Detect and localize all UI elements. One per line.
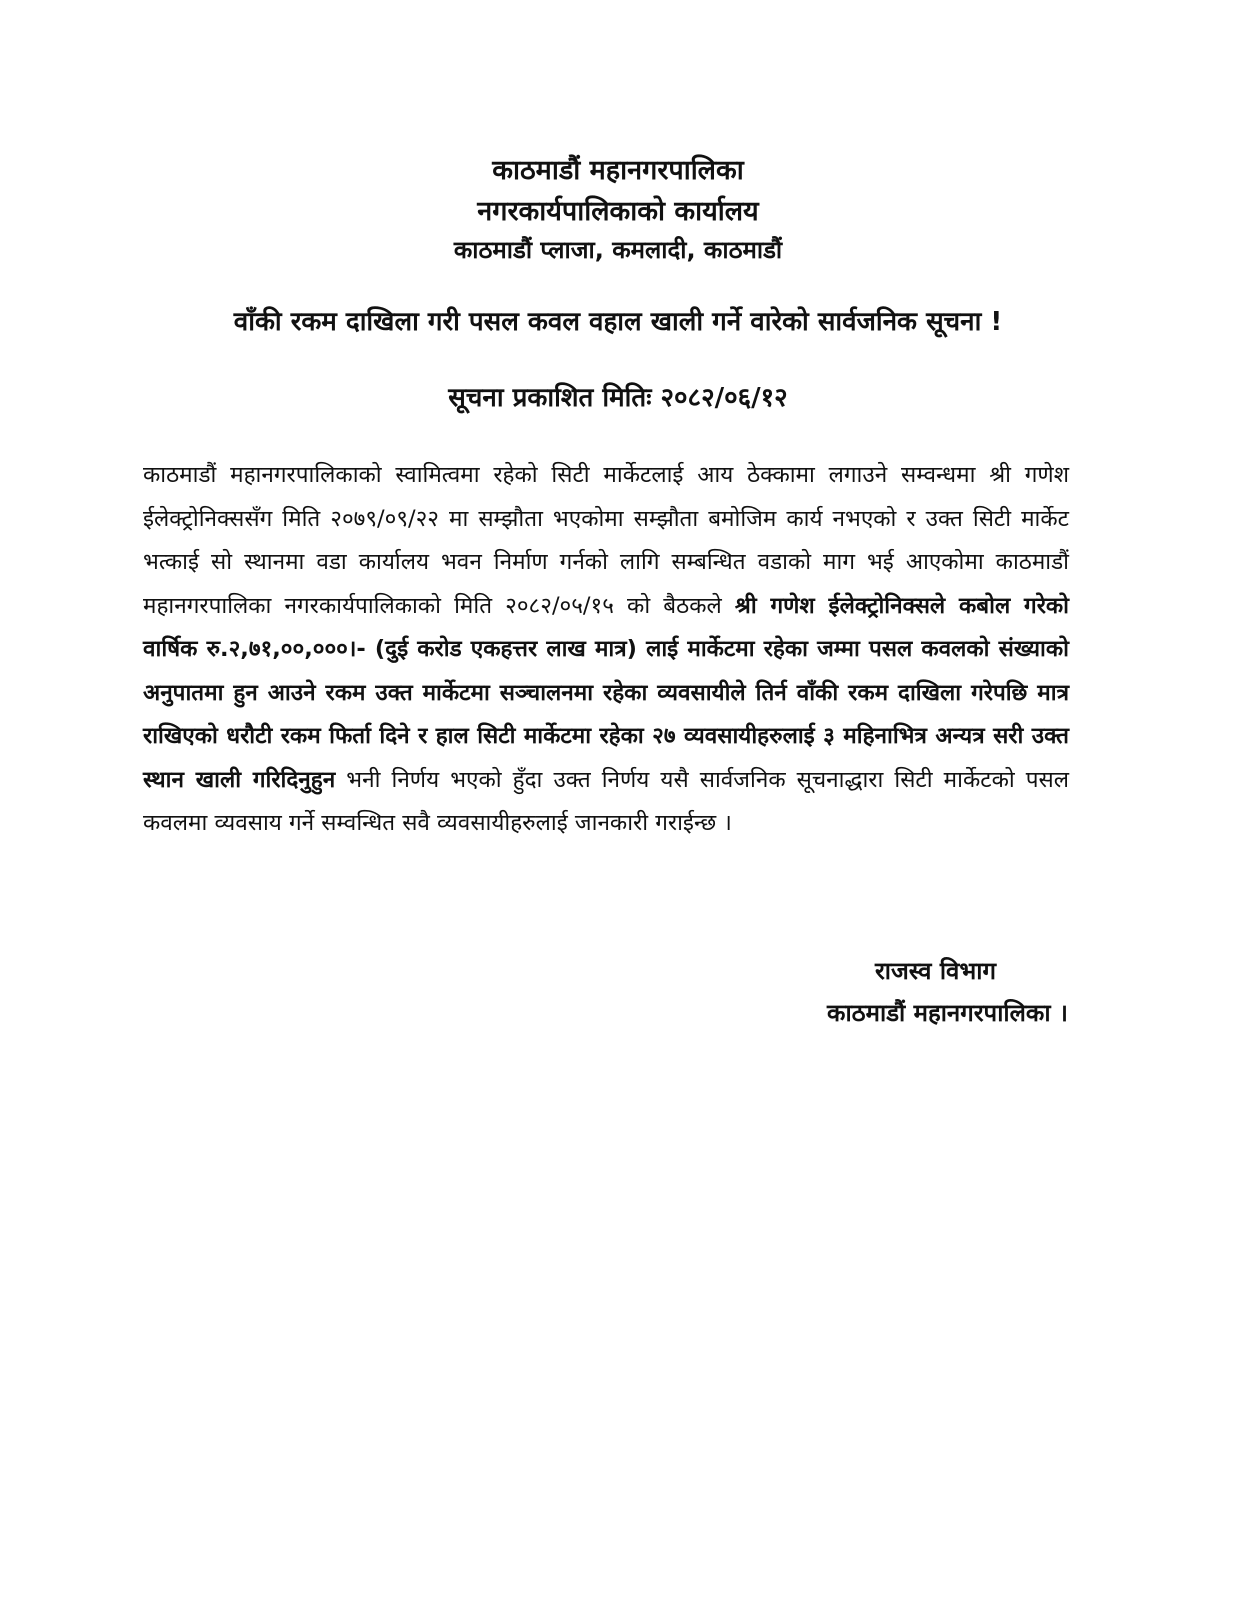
- notice-body-decision: श्री गणेश ईलेक्ट्रोनिक्सले कबोल गरेको वार्षिक रु.२,७१,००,०००।- (दुई करोड एकहत्तर लाख मात्र) लाई मार्केटमा रहेका जम्मा पसल कवलको संख्याको अनुपातमा हुन आउने रकम उक्त मार्केटमा सञ्चालनमा रहेका व्यवसायीले तिर्न वाँकी रकम दाखिला गरेपछि मात्र राखिएको धरौटी रकम फिर्ता दिने र हाल सिटी मार्केटमा रहेका २७ व्यवसायीहरुलाई ३ महिनाभित्र अन्यत्र सरी उक्त स्थान खाली गरिदिनुहुन: [143, 592, 1070, 793]
- notice-title: वाँकी रकम दाखिला गरी पसल कवल वहाल खाली गर्ने वारेको सार्वजनिक सूचना !: [233, 307, 1003, 337]
- notice-body-part2: भनी निर्णय भएको हुँदा उक्त निर्णय यसै सार्वजनिक सूचनाद्धारा सिटी मार्केटको पसल कवलमा व्यवसाय गर्ने सम्वन्धित सवै व्यवसायीहरुलाई जानकारी गराईन्छ ।: [143, 766, 1070, 836]
- signature-block: [827, 950, 1068, 1034]
- notice-body: [143, 454, 1069, 846]
- org-name: काठमाडौं महानगरपालिका: [492, 155, 744, 186]
- office-name: नगरकार्यपालिकाको कार्यालय: [477, 196, 759, 227]
- notice-body-part1: काठमाडौं महानगरपालिकाको स्वामित्वमा रहेको सिटी मार्केटलाई आय ठेक्कामा लगाउने सम्वन्धमा श्री गणेश ईलेक्ट्रोनिक्ससँग मिति २०७९/०९/२२ मा सम्झौता भएकोमा सम्झौता बमोजिम कार्य नभएको र उक्त सिटी मार्केट भत्काई सो स्थानमा वडा कार्यालय भवन निर्माण गर्नको लागि सम्बन्धित वडाको माग भई आएकोमा काठमाडौं महानगरपालिका नगरकार्यपालिकाको मिति २०८२/०५/१५ को बैठकले: [143, 462, 1069, 619]
- signature-organization: काठमाडौं महानगरपालिका ।: [827, 999, 1068, 1027]
- office-address: काठमाडौं प्लाजा, कमलादी, काठमाडौं: [453, 236, 783, 264]
- publish-date: सूचना प्रकाशित मितिः २०८२/०६/१२: [448, 383, 788, 413]
- signature-department: राजस्व विभाग: [874, 957, 996, 985]
